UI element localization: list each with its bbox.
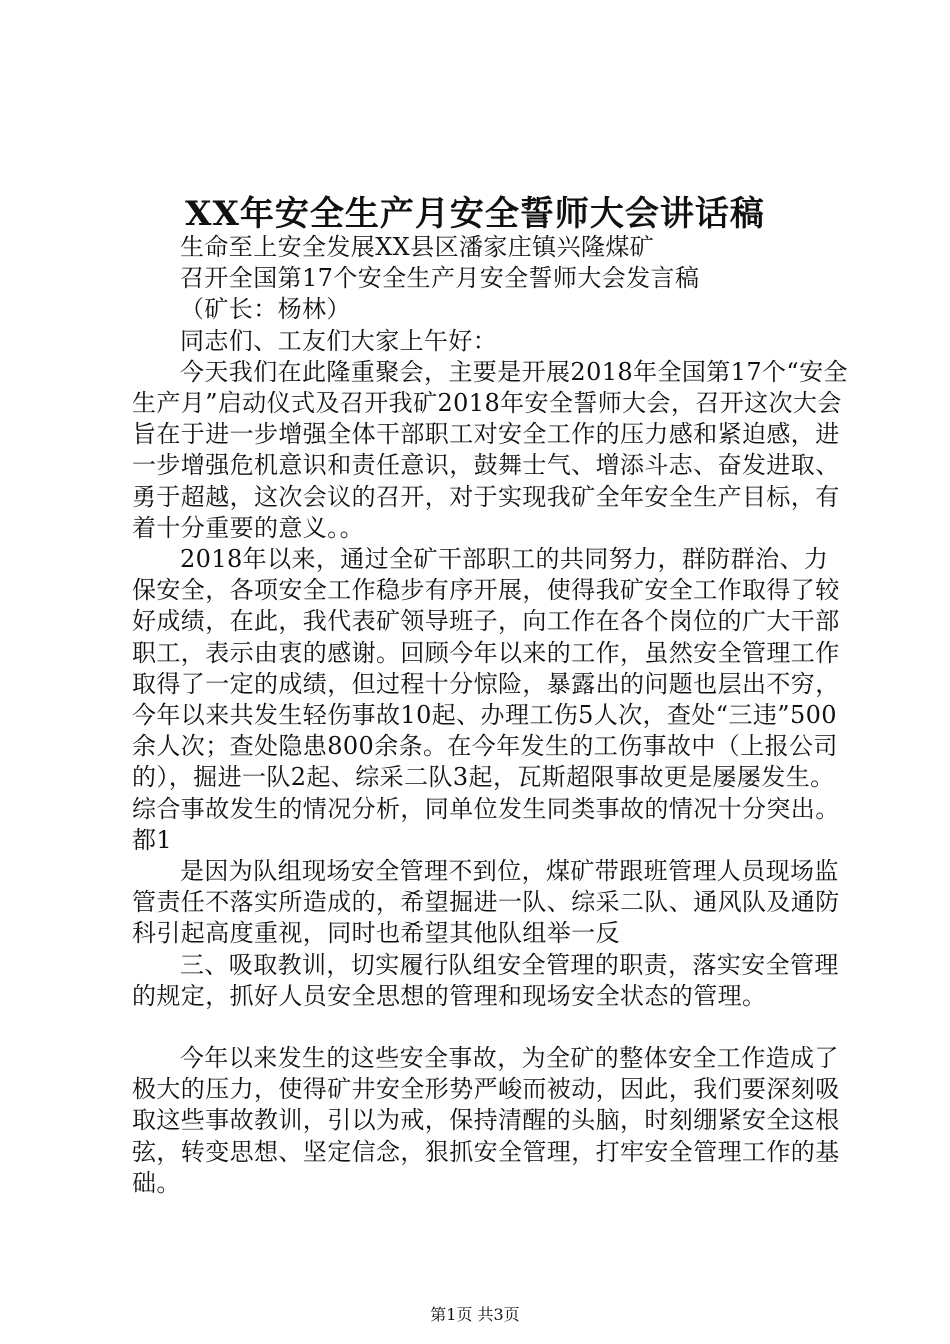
- document-title: XX年安全生产月安全誓师大会讲话稿: [185, 194, 765, 234]
- body-paragraph: 今天我们在此隆重聚会，主要是开展2018年全国第17个“安全生产月”启动仪式及召开我矿2018年安全誓师大会，召开这次大会旨在于进一步增强全体干部职工对安全工作的压力感和紧迫感，进一步增强危机意识和责任意识，鼓舞士气、增添斗志、奋发进取、勇于超越，这次会议的召开，对于实现我矿全年安全生产目标，有着十分重要的意义。。: [132, 357, 848, 542]
- page-number-footer: 第1页 共3页: [430, 1305, 520, 1324]
- body-paragraph: 今年以来发生的这些安全事故，为全矿的整体安全工作造成了极大的压力，使得矿井安全形势严峻而被动，因此，我们要深刻吸取这些事故教训，引以为戒，保持清醒的头脑，时刻绷紧安全这根弦，转变思想、坚定信念，狠抓安全管理，打牢安全管理工作的基础。: [132, 1044, 840, 1197]
- subtitle-line-2: 召开全国第17个安全生产月安全誓师大会发言稿: [180, 264, 700, 293]
- body-paragraph: 三、吸取教训，切实履行队组安全管理的职责，落实安全管理的规定，抓好人员安全思想的管理和现场安全状态的管理。: [132, 950, 839, 1010]
- subtitle-line-1: 生命至上安全发展XX县区潘家庄镇兴隆煤矿: [180, 233, 655, 261]
- document-body: [132, 232, 852, 1199]
- greeting-paragraph: 同志们、工友们大家上午好：: [180, 326, 498, 355]
- speaker-line: （矿长：杨林）: [180, 295, 351, 324]
- body-paragraph: 2018年以来，通过全矿干部职工的共同努力，群防群治、力保安全，各项安全工作稳步有序开展，使得我矿安全工作取得了较好成绩，在此，我代表矿领导班子，向工作在各个岗位的广大干部职工，表示由衷的感谢。回顾今年以来的工作，虽然安全管理工作取得了一定的成绩，但过程十分惊险，暴露出的问题也层出不穷，今年以来共发生轻伤事故10起、办理工伤5人次，查处“三违”500余人次；查处隐患800余条。在今年发生的工伤事故中（上报公司的），掘进一队2起、综采二队3起，瓦斯超限事故更是屡屡发生。综合事故发生的情况分析，同单位发生同类事故的情况十分突出。都1: [132, 545, 840, 854]
- body-paragraph: 是因为队组现场安全管理不到位，煤矿带跟班管理人员现场监管责任不落实所造成的，希望掘进一队、综采二队、通风队及通防科引起高度重视，同时也希望其他队组举一反: [132, 857, 840, 948]
